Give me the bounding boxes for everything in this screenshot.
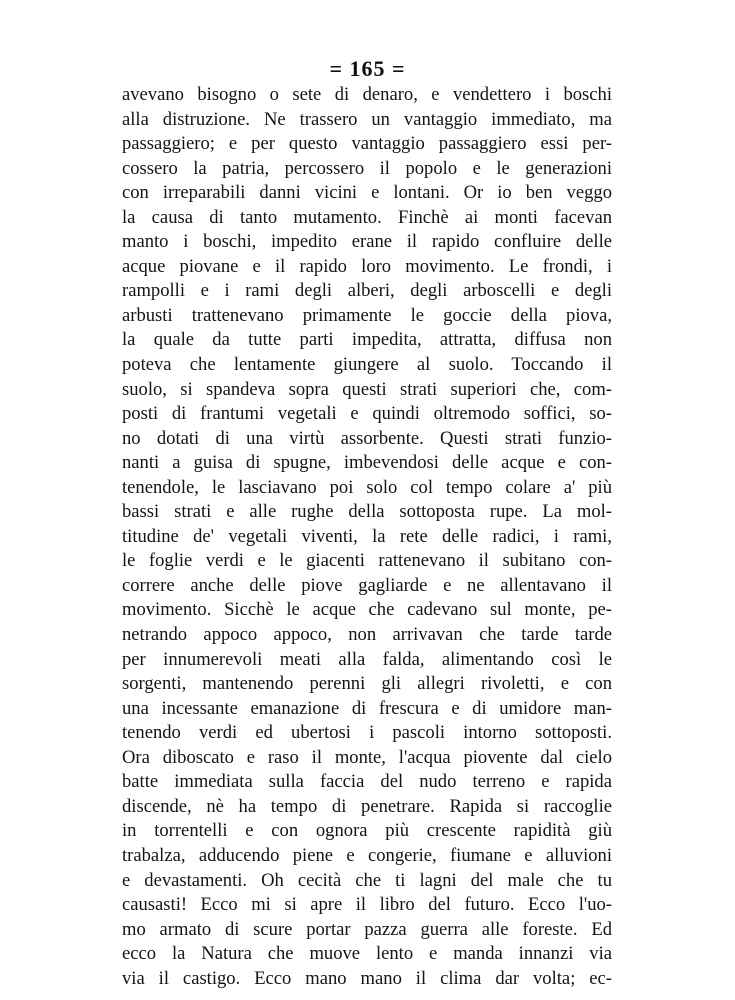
text-line: poteva che lentamente giungere al suolo. Toccando il (122, 354, 612, 376)
text-line: posti di frantumi vegetali e quindi oltremodo soffici, so- (122, 403, 612, 425)
text-line: arbusti trattenevano primamente le goccie della piova, (122, 304, 612, 326)
text-line: correre anche delle piove gagliarde e ne allentavano il (122, 574, 612, 596)
text-line: passaggiero; e per questo vantaggio passaggiero essi per- (122, 133, 612, 155)
text-line: rampolli e i rami degli alberi, degli arboscelli e degli (122, 280, 612, 302)
body-text (122, 83, 612, 991)
text-line: tenendole, le lasciavano poi solo col tempo colare a' più (122, 476, 612, 498)
text-line: nanti a guisa di spugne, imbevendosi delle acque e con- (122, 452, 612, 474)
text-line: no dotati di una virtù assorbente. Questi strati funzio- (122, 427, 612, 449)
text-line: una incessante emanazione di frescura e di umidore man- (122, 697, 612, 719)
text-line: causasti! Ecco mi si apre il libro del futuro. Ecco l'uo- (122, 894, 612, 916)
text-line: la causa di tanto mutamento. Finchè ai monti facevan (122, 206, 612, 228)
text-line: movimento. Sicchè le acque che cadevano sul monte, pe- (122, 599, 612, 621)
text-line: via il castigo. Ecco mano mano il clima dar volta; ec- (122, 967, 612, 989)
text-line: per innumerevoli meati alla falda, alimentando così le (122, 648, 612, 670)
text-line: cossero la patria, percossero il popolo e le generazioni (122, 157, 612, 179)
text-line: alla distruzione. Ne trassero un vantaggio immediato, ma (122, 108, 612, 130)
text-line: tenendo verdi ed ubertosi i pascoli intorno sottoposti. (122, 722, 612, 744)
text-line: suolo, si spandeva sopra questi strati superiori che, com- (122, 378, 612, 400)
text-line: batte immediata sulla faccia del nudo terreno e rapida (122, 771, 612, 793)
text-line: con irreparabili danni vicini e lontani. Or io ben veggo (122, 182, 612, 204)
text-line: in torrentelli e con ognora più crescente rapidità giù (122, 820, 612, 842)
text-line: discende, nè ha tempo di penetrare. Rapida si raccoglie (122, 795, 612, 817)
text-line: ecco la Natura che muove lento e manda innanzi via (122, 943, 612, 965)
text-line: avevano bisogno o sete di denaro, e vendettero i boschi (122, 84, 612, 105)
text-line: le foglie verdi e le giacenti rattenevano il subitano con- (122, 550, 612, 572)
text-line: mo armato di scure portar pazza guerra alle foreste. Ed (122, 918, 612, 940)
text-line: acque piovane e il rapido loro movimento. Le frondi, i (122, 255, 612, 277)
text-line: netrando appoco appoco, non arrivavan che tarde tarde (122, 624, 612, 646)
text-line: trabalza, adducendo piene e congerie, fiumane e alluvioni (122, 844, 612, 866)
text-line: Ora diboscato e raso il monte, l'acqua piovente dal cielo (122, 746, 612, 768)
text-line: e devastamenti. Oh cecità che ti lagni del male che tu (122, 869, 612, 891)
page-number: = 165 = (329, 56, 406, 81)
text-line: manto i boschi, impedito erane il rapido confluire delle (122, 231, 612, 253)
text-line: la quale da tutte parti impedita, attratta, diffusa non (122, 329, 612, 351)
text-line: sorgenti, mantenendo perenni gli allegri rivoletti, e con (122, 673, 612, 695)
text-line: titudine de' vegetali viventi, la rete delle radici, i rami, (122, 525, 612, 547)
text-line: bassi strati e alle rughe della sottoposta rupe. La mol- (122, 501, 612, 523)
